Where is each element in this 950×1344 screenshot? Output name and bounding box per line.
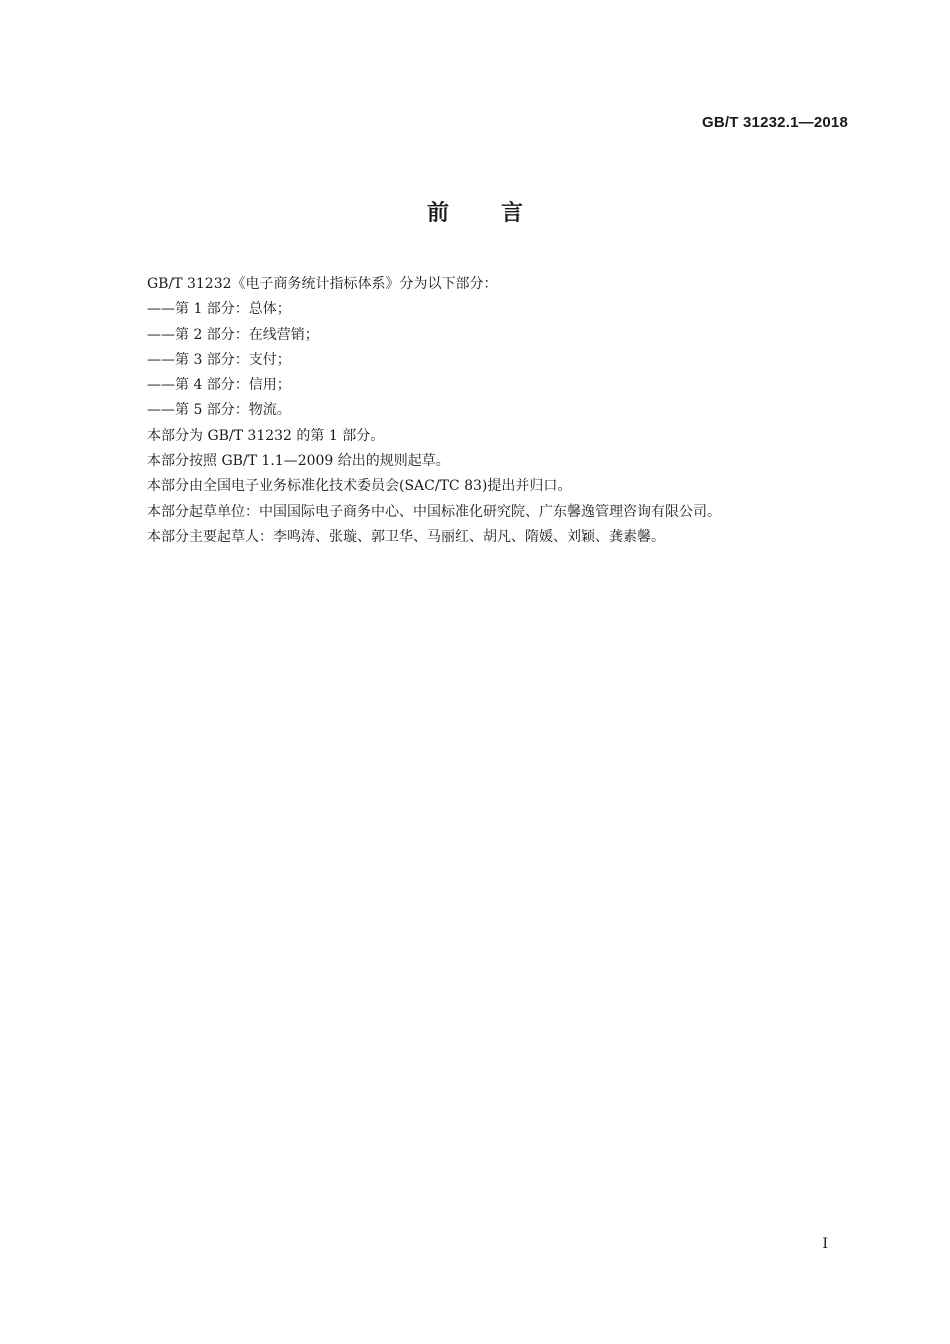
intro-paragraph: GB/T 31232《电子商务统计指标体系》分为以下部分： (147, 276, 498, 292)
page-number: I (822, 1236, 828, 1252)
foreword-body (147, 272, 847, 550)
part-list-item: ——第 1 部分：总体； (147, 301, 291, 318)
part-list-item: ——第 3 部分：支付； (147, 351, 291, 368)
drafting-units-paragraph: 本部分起草单位：中国国际电子商务中心、中国标准化研究院、广东馨逸管理咨询有限公司。 (147, 503, 721, 520)
part-list-item: ——第 2 部分：在线营销； (147, 326, 319, 343)
standard-number: GB/T 31232.1—2018 (702, 114, 848, 131)
scope-paragraph: 本部分为 GB/T 31232 的第 1 部分。 (147, 427, 385, 444)
part-list-item: ——第 4 部分：信用； (147, 377, 291, 394)
part-list-item: ——第 5 部分：物流。 (147, 402, 291, 419)
page-title: 前言 (426, 201, 575, 226)
drafters-paragraph: 本部分主要起草人：李鸣涛、张璇、郭卫华、马丽红、胡凡、隋媛、刘颖、龚素馨。 (147, 528, 665, 545)
proposer-paragraph: 本部分由全国电子业务标准化技术委员会(SAC/TC 83)提出并归口。 (147, 478, 572, 495)
drafting-rules-paragraph: 本部分按照 GB/T 1.1—2009 给出的规则起草。 (147, 453, 450, 470)
